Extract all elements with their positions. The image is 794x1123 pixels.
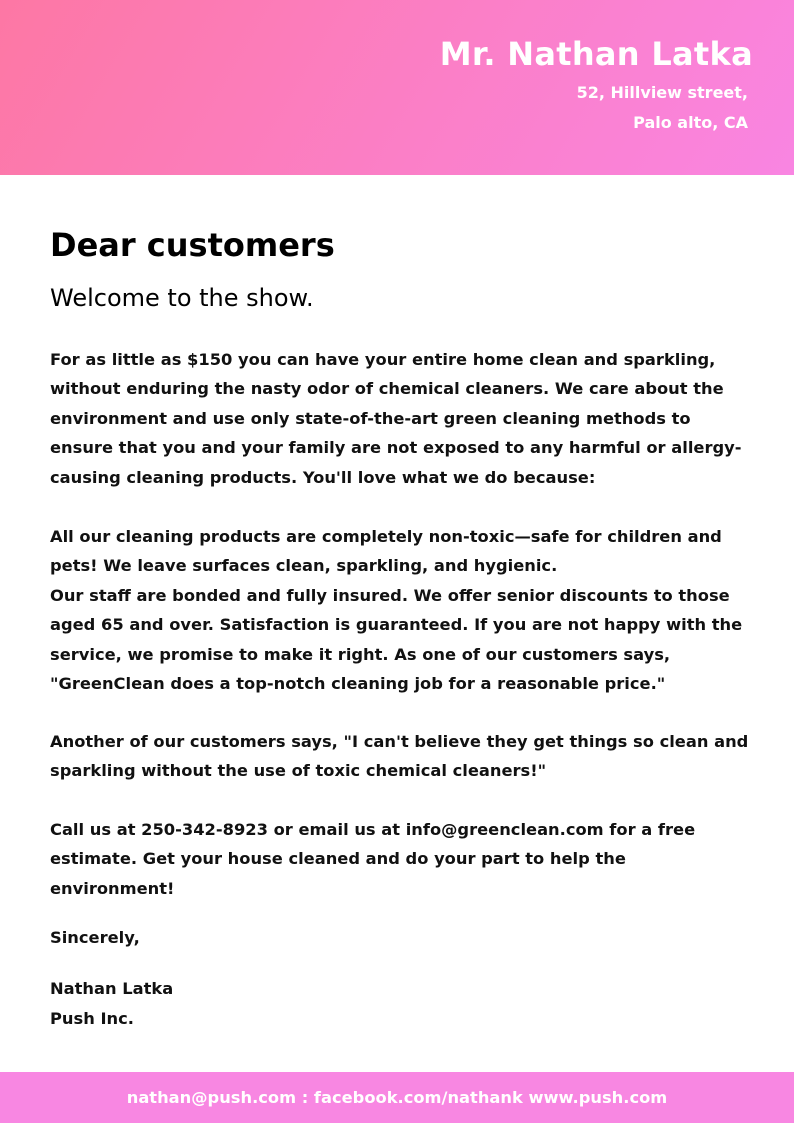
- signature-name: Nathan Latka: [50, 979, 174, 998]
- salutation: Dear customers: [50, 226, 335, 264]
- body-paragraph-2b: Our staff are bonded and fully insured. We offer senior discounts to those aged 65 and over. Satisfaction is guaranteed. If you are not happy with the service, we promise to make it right. As one of our customers says, "GreenClean does a top-notch cleaning job for a reasonable price.": [50, 585, 743, 694]
- sender-address-line2: Palo alto, CA: [633, 113, 748, 132]
- sender-address-line1: 52, Hillview street,: [576, 83, 748, 102]
- closing: Sincerely,: [50, 928, 140, 947]
- letterhead-header: [0, 0, 794, 175]
- sender-name: Mr. Nathan Latka: [439, 35, 753, 73]
- body-paragraph-1: For as little as $150 you can have your entire home clean and sparkling, without enduring the nasty odor of chemical cleaners. We care about the environment and use only state-of-the-art green cleaning methods to ensure that you and your family are not exposed to any harmful or allergy-causing cleaning products. You'll love what we do because:: [50, 350, 742, 487]
- subheading: Welcome to the show.: [50, 284, 314, 312]
- body-paragraph-2a: All our cleaning products are completely non-toxic—safe for children and pets! We leave surfaces clean, sparkling, and hygienic.: [50, 527, 722, 576]
- footer-bar: [0, 1072, 794, 1123]
- body-paragraph-2: [50, 522, 750, 698]
- body-paragraph-3: Another of our customers says, "I can't believe they get things so clean and sparkling without the use of toxic chemical cleaners!": [50, 732, 749, 781]
- signature-company: Push Inc.: [50, 1009, 134, 1028]
- footer-contact: nathan@push.com : facebook.com/nathank www.push.com: [126, 1088, 668, 1107]
- body-paragraph-4: Call us at 250-342-8923 or email us at info@greenclean.com for a free estimate. Get your house cleaned and do your part to help the environment!: [50, 820, 696, 898]
